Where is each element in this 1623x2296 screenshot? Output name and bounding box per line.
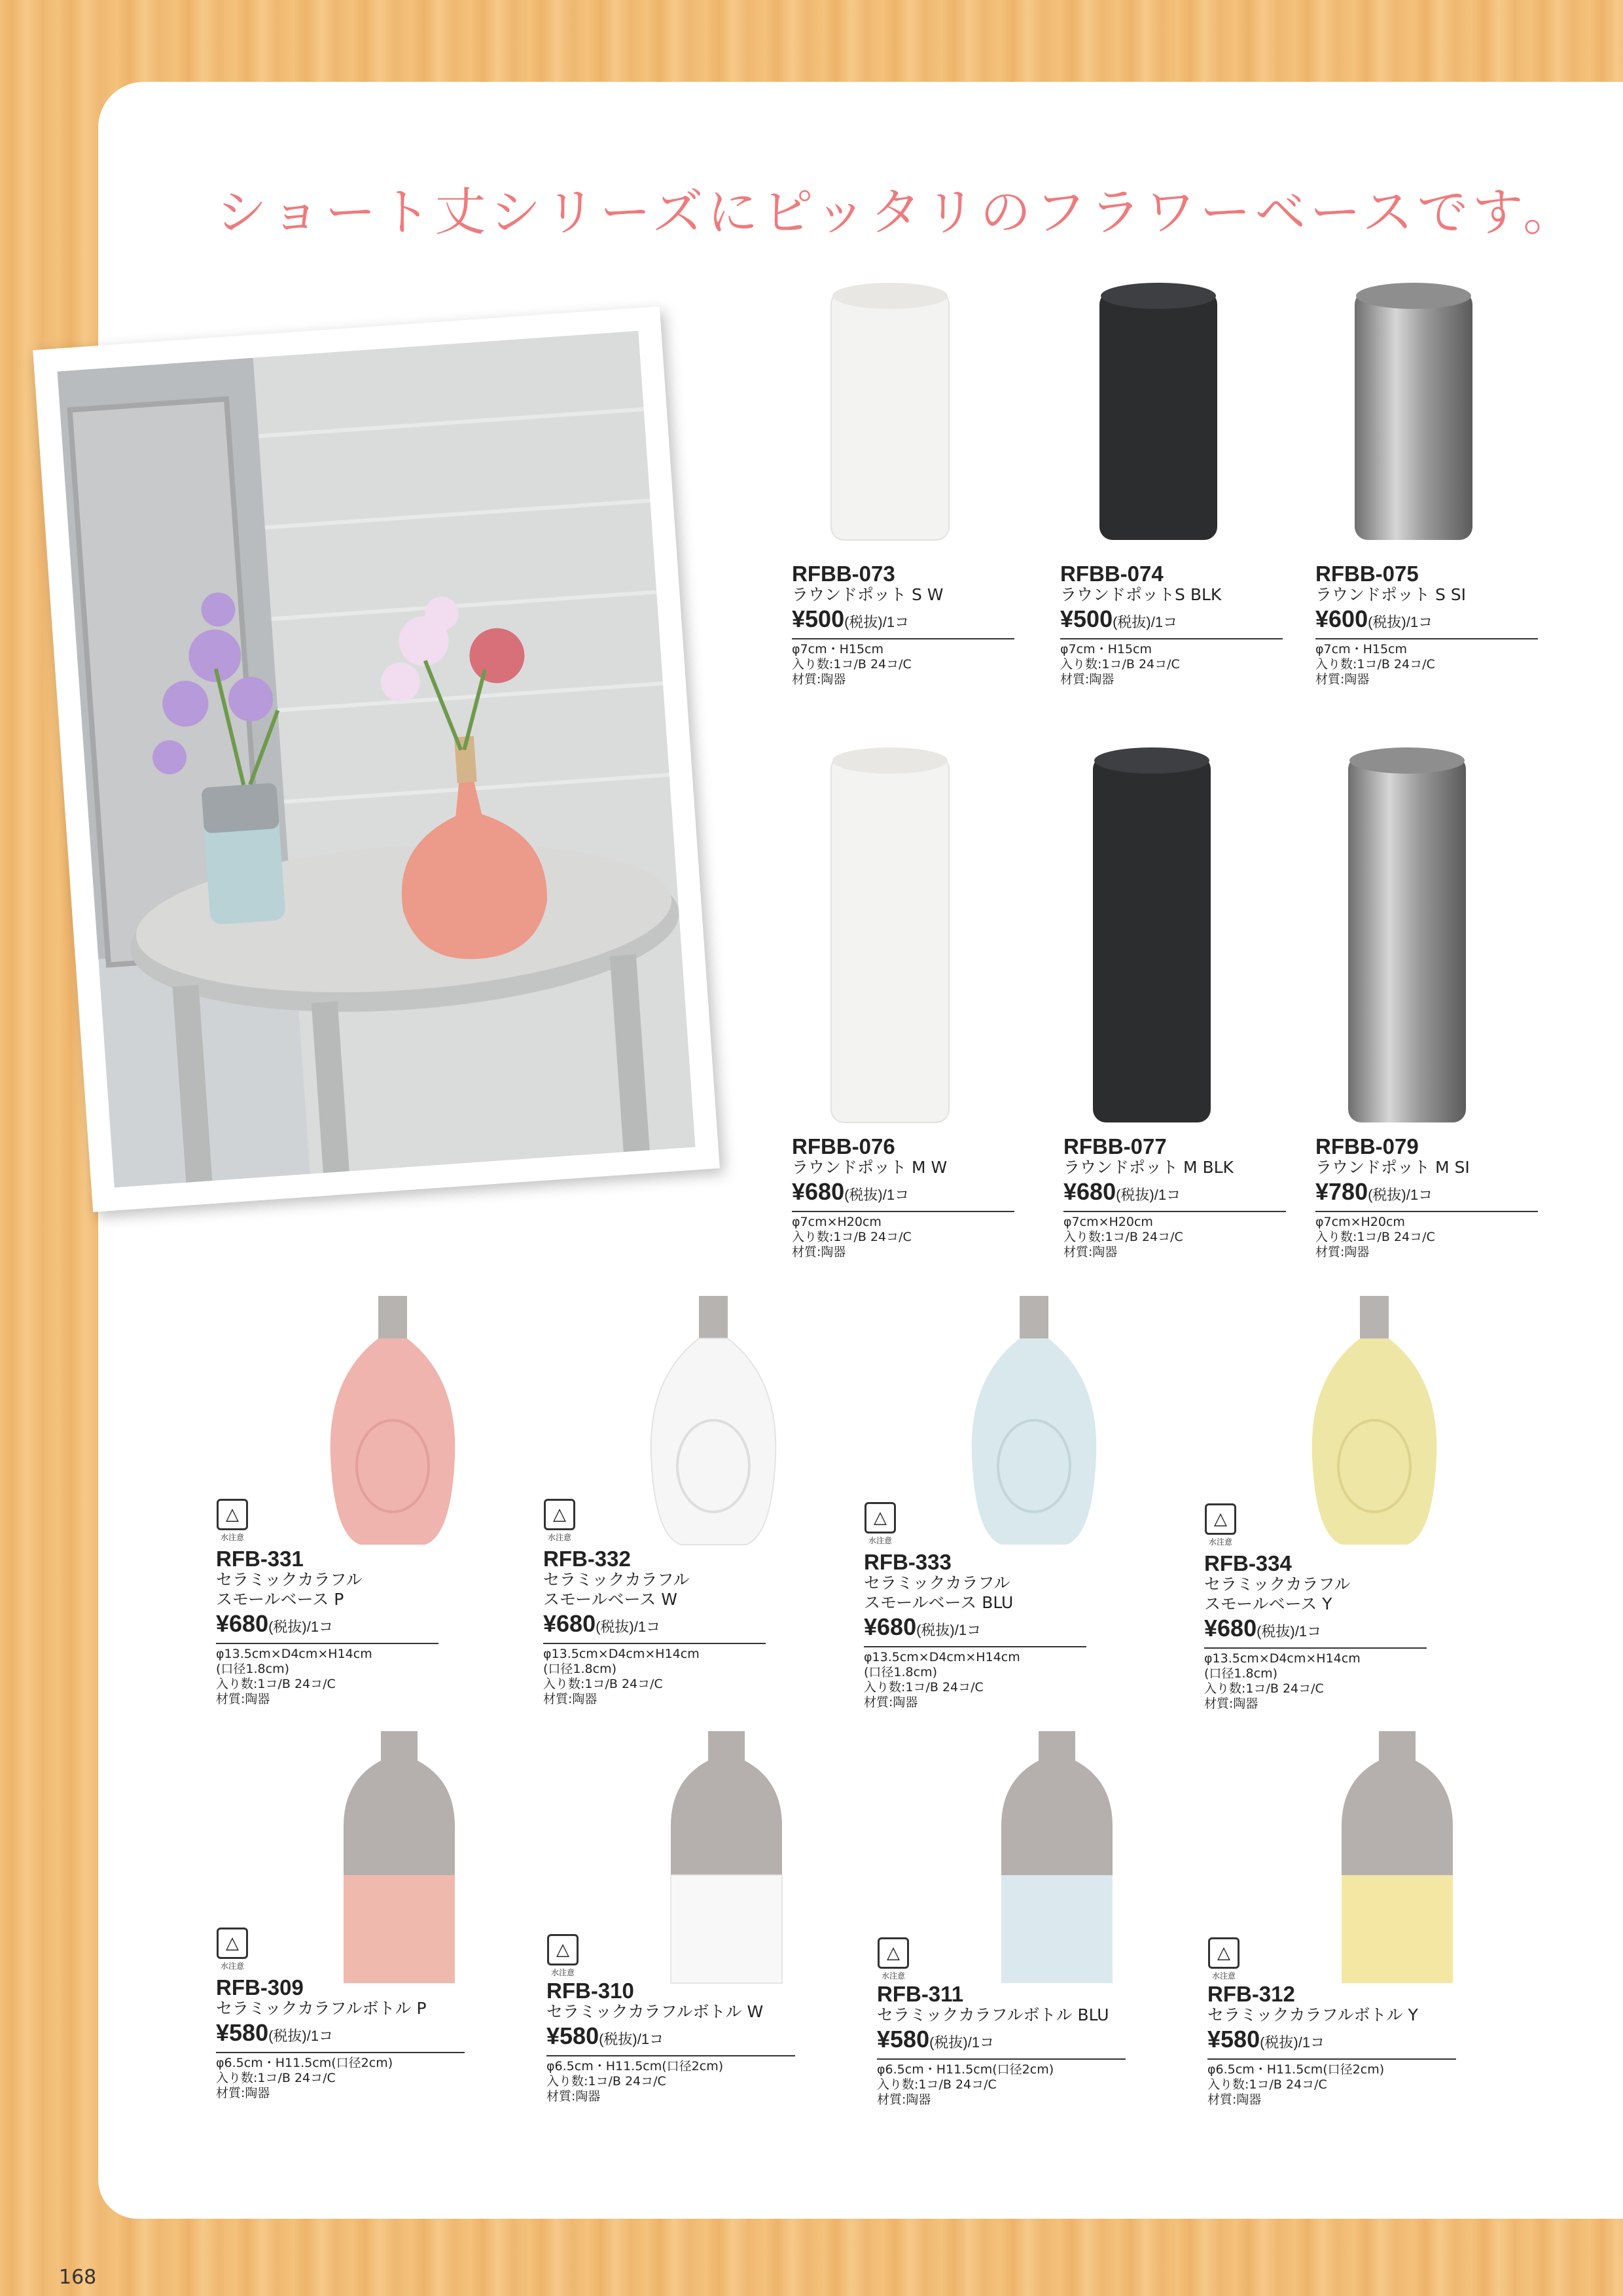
info-RFBB-073 <box>792 563 1014 687</box>
price-unit: /1コ <box>637 2031 664 2047</box>
product-price <box>1315 605 1538 639</box>
info-RFBB-079 <box>1315 1136 1538 1260</box>
page-headline: ショート丈シリーズにピッタリのフラワーベースです。 <box>216 183 1578 242</box>
product-spec: φ13.5cm×D4cm×H14cm <box>543 1647 700 1661</box>
price-unit: /1コ <box>1406 1187 1433 1203</box>
product-spec: 材質:陶器 <box>792 1245 846 1259</box>
product-code: RFB-309 <box>216 1975 304 2000</box>
product-spec: 材質:陶器 <box>543 1692 597 1706</box>
water-caution-icon <box>216 1928 249 1971</box>
price-value: ¥680 <box>1063 1178 1116 1205</box>
product-RFBB-079[interactable] <box>1302 746 1512 1126</box>
caution-label: 水注意 <box>547 1533 571 1542</box>
product-price <box>1063 1177 1286 1212</box>
product-spec: 入り数:1コ/B 24コ/C <box>1315 657 1435 672</box>
product-code: RFBB-076 <box>792 1134 895 1158</box>
product-spec: 材質:陶器 <box>1204 1696 1258 1711</box>
info-RFBB-077 <box>1063 1136 1286 1260</box>
product-spec: 材質:陶器 <box>792 672 846 687</box>
product-spec: (口径1.8cm) <box>1204 1666 1277 1681</box>
caution-label: 水注意 <box>1208 1537 1232 1547</box>
product-code: RFBB-073 <box>792 562 895 586</box>
product-spec: 入り数:1コ/B 24コ/C <box>543 1677 663 1691</box>
info-RFB-311 <box>877 1983 1126 2108</box>
info-RFB-312 <box>1207 1983 1456 2108</box>
product-spec: 材質:陶器 <box>1315 672 1370 687</box>
page-edge <box>1577 82 1623 2219</box>
product-RFB-309[interactable] <box>294 1728 504 1986</box>
product-spec: 材質:陶器 <box>216 2086 270 2100</box>
water-caution-icon <box>543 1499 576 1543</box>
price-value: ¥680 <box>216 1610 269 1637</box>
product-spec: φ7cm・H15cm <box>792 642 883 656</box>
price-tax: (税抜) <box>929 2034 968 2051</box>
info-RFBB-075 <box>1315 563 1538 687</box>
bottle-yellow-image <box>1338 1728 1456 1986</box>
product-RFB-310[interactable] <box>622 1728 831 1986</box>
product-spec: 入り数:1コ/B 24コ/C <box>1060 657 1180 672</box>
product-RFB-333[interactable] <box>929 1293 1139 1548</box>
product-spec: φ7cm×H20cm <box>1315 1215 1405 1229</box>
product-name: セラミックカラフル <box>216 1570 363 1589</box>
product-price <box>792 605 1014 639</box>
product-code: RFBB-079 <box>1315 1134 1419 1158</box>
price-unit: /1コ <box>1150 614 1178 630</box>
caution-label: 水注意 <box>881 1971 905 1981</box>
product-name: ラウンドポット S SI <box>1315 585 1467 604</box>
product-spec: 入り数:1コ/B 24コ/C <box>1204 1681 1324 1696</box>
product-name: セラミックカラフル <box>864 1573 1010 1592</box>
product-spec: 入り数:1コ/B 24コ/C <box>792 1230 912 1244</box>
product-price <box>1204 1614 1427 1649</box>
flat-vase-blue-image <box>962 1293 1106 1548</box>
product-spec: φ13.5cm×D4cm×H14cm <box>216 1647 372 1661</box>
product-spec: φ7cm・H15cm <box>1060 642 1152 656</box>
product-name: ラウンドポットS BLK <box>1060 585 1222 604</box>
product-spec: 入り数:1コ/B 24コ/C <box>1063 1230 1183 1244</box>
price-unit: /1コ <box>1154 1187 1181 1203</box>
vase-white-short-image <box>825 281 955 543</box>
product-spec: 材質:陶器 <box>1315 1245 1370 1259</box>
bottle-pink-image <box>340 1728 458 1986</box>
product-name: ラウンドポット S W <box>792 585 944 604</box>
product-price <box>1060 605 1283 639</box>
product-spec: φ6.5cm・H11.5cm(口径2cm) <box>216 2056 393 2070</box>
price-value: ¥580 <box>1207 2026 1260 2053</box>
product-name: ラウンドポット M BLK <box>1063 1158 1234 1177</box>
product-RFBB-077[interactable] <box>1047 746 1257 1126</box>
info-RFB-332 <box>543 1548 766 1707</box>
product-name-line2: スモールベース Y <box>1204 1594 1332 1613</box>
price-unit: /1コ <box>1294 1623 1322 1640</box>
price-tax: (税抜) <box>844 1187 883 1203</box>
product-price <box>1207 2025 1456 2060</box>
bottle-blue-image <box>998 1728 1116 1986</box>
water-drop-icon: △ <box>1208 1937 1240 1969</box>
vase-white-medium-image <box>825 746 955 1126</box>
info-RFB-309 <box>216 1977 465 2101</box>
vase-silver-short-image <box>1348 281 1479 543</box>
product-spec: 入り数:1コ/B 24コ/C <box>546 2074 666 2089</box>
price-value: ¥780 <box>1315 1178 1368 1205</box>
water-caution-icon <box>1204 1503 1237 1547</box>
price-value: ¥500 <box>1060 605 1113 632</box>
photo-scene <box>57 331 695 1187</box>
price-tax: (税抜) <box>916 1622 955 1638</box>
price-value: ¥680 <box>792 1178 845 1205</box>
product-name-line2: スモールベース P <box>216 1590 344 1609</box>
price-tax: (税抜) <box>844 614 883 630</box>
price-tax: (税抜) <box>596 1619 634 1635</box>
product-spec: φ6.5cm・H11.5cm(口径2cm) <box>546 2059 724 2073</box>
price-value: ¥580 <box>877 2026 930 2053</box>
product-RFBB-076[interactable] <box>785 746 995 1126</box>
price-tax: (税抜) <box>1113 614 1151 630</box>
product-RFB-332[interactable] <box>609 1293 818 1548</box>
product-spec: 材質:陶器 <box>1063 1245 1118 1259</box>
info-RFB-310 <box>546 1980 795 2104</box>
product-spec: φ6.5cm・H11.5cm(口径2cm) <box>877 2062 1054 2077</box>
product-RFB-331[interactable] <box>288 1293 497 1548</box>
water-caution-icon <box>546 1934 579 1978</box>
product-price <box>792 1177 1014 1212</box>
product-name: セラミックカラフル <box>1204 1575 1351 1594</box>
product-spec: 材質:陶器 <box>877 2092 931 2107</box>
product-spec: (口径1.8cm) <box>543 1662 616 1676</box>
price-unit: /1コ <box>967 2034 995 2051</box>
price-value: ¥680 <box>1204 1615 1257 1641</box>
price-tax: (税抜) <box>1116 1187 1154 1203</box>
product-code: RFB-311 <box>877 1982 964 2006</box>
price-tax: (税抜) <box>1368 614 1406 630</box>
product-RFBB-074[interactable] <box>1054 281 1263 543</box>
product-price <box>877 2025 1126 2060</box>
product-code: RFB-334 <box>1204 1551 1292 1575</box>
water-drop-icon: △ <box>547 1934 579 1965</box>
product-spec: 入り数:1コ/B 24コ/C <box>864 1680 984 1695</box>
caution-label: 水注意 <box>868 1536 892 1545</box>
price-unit: /1コ <box>1298 2034 1325 2051</box>
water-caution-icon <box>1207 1937 1240 1981</box>
product-name: セラミックカラフルボトル Y <box>1207 2005 1418 2024</box>
price-tax: (税抜) <box>1368 1187 1406 1203</box>
info-RFBB-074 <box>1060 563 1283 687</box>
price-unit: /1コ <box>633 1619 661 1635</box>
product-spec: 入り数:1コ/B 24コ/C <box>1315 1230 1435 1244</box>
page-number: 168 <box>59 2266 97 2289</box>
product-code: RFB-310 <box>546 1979 634 2003</box>
caution-label: 水注意 <box>1211 1971 1236 1981</box>
product-code: RFB-332 <box>543 1547 631 1571</box>
price-unit: /1コ <box>882 1187 910 1203</box>
vase-black-short-image <box>1093 281 1224 543</box>
price-tax: (税抜) <box>268 2028 307 2044</box>
lifestyle-photo <box>33 306 720 1212</box>
product-spec: 入り数:1コ/B 24コ/C <box>792 657 912 672</box>
product-code: RFBB-077 <box>1063 1134 1167 1158</box>
product-spec: φ13.5cm×D4cm×H14cm <box>864 1650 1020 1664</box>
price-tax: (税抜) <box>599 2031 637 2047</box>
product-price <box>1315 1177 1538 1212</box>
product-name-line2: スモールベース W <box>543 1590 677 1609</box>
product-name: セラミックカラフルボトル W <box>546 2002 764 2021</box>
product-spec: 入り数:1コ/B 24コ/C <box>877 2077 997 2092</box>
price-tax: (税抜) <box>268 1619 307 1635</box>
product-name: ラウンドポット M SI <box>1315 1158 1470 1177</box>
product-spec: 材質:陶器 <box>1207 2092 1262 2107</box>
product-RFB-334[interactable] <box>1270 1293 1479 1548</box>
product-spec: 材質:陶器 <box>216 1692 270 1706</box>
product-name: セラミックカラフルボトル BLU <box>877 2005 1109 2024</box>
water-caution-icon <box>216 1499 249 1543</box>
product-name: セラミックカラフルボトル P <box>216 1999 427 2018</box>
price-unit: /1コ <box>306 1619 334 1635</box>
bottle-white-image <box>668 1728 785 1986</box>
flat-vase-yellow-image <box>1302 1293 1446 1548</box>
price-tax: (税抜) <box>1257 1623 1295 1640</box>
info-RFB-334 <box>1204 1552 1427 1712</box>
price-value: ¥580 <box>216 2019 269 2046</box>
product-name: セラミックカラフル <box>543 1570 690 1589</box>
product-spec: 材質:陶器 <box>864 1695 918 1710</box>
product-spec: 入り数:1コ/B 24コ/C <box>216 1677 336 1691</box>
product-spec: 材質:陶器 <box>546 2089 601 2104</box>
price-tax: (税抜) <box>1260 2034 1298 2051</box>
product-spec: φ7cm・H15cm <box>1315 642 1407 656</box>
product-spec: φ13.5cm×D4cm×H14cm <box>1204 1651 1361 1666</box>
product-spec: 入り数:1コ/B 24コ/C <box>216 2071 336 2085</box>
price-value: ¥580 <box>546 2022 599 2049</box>
water-drop-icon: △ <box>878 1937 909 1969</box>
product-spec: (口径1.8cm) <box>216 1662 289 1676</box>
water-drop-icon: △ <box>217 1928 248 1959</box>
info-RFB-333 <box>864 1551 1086 1710</box>
product-code: RFB-333 <box>864 1550 952 1574</box>
product-RFBB-075[interactable] <box>1309 281 1518 543</box>
vase-black-medium-image <box>1086 746 1217 1126</box>
info-RFBB-076 <box>792 1136 1014 1260</box>
product-code: RFB-331 <box>216 1547 304 1571</box>
product-price <box>543 1609 766 1644</box>
price-value: ¥680 <box>864 1613 917 1640</box>
product-code: RFB-312 <box>1207 1982 1295 2006</box>
product-RFB-312[interactable] <box>1293 1728 1502 1986</box>
product-spec: (口径1.8cm) <box>864 1665 937 1679</box>
water-drop-icon: △ <box>217 1499 248 1530</box>
price-value: ¥500 <box>792 605 845 632</box>
product-code: RFBB-074 <box>1060 562 1164 586</box>
water-drop-icon: △ <box>865 1502 896 1534</box>
caution-label: 水注意 <box>220 1533 244 1542</box>
product-spec: 材質:陶器 <box>1060 672 1115 687</box>
product-spec: φ7cm×H20cm <box>1063 1215 1153 1229</box>
price-unit: /1コ <box>882 614 910 630</box>
water-caution-icon <box>864 1502 897 1546</box>
product-RFB-311[interactable] <box>952 1728 1162 1986</box>
price-value: ¥600 <box>1315 605 1368 632</box>
price-value: ¥680 <box>543 1610 596 1637</box>
caution-label: 水注意 <box>220 1962 244 1971</box>
water-caution-icon <box>877 1937 910 1981</box>
flat-vase-white-image <box>641 1293 785 1548</box>
info-RFB-331 <box>216 1548 438 1707</box>
product-price <box>864 1613 1086 1647</box>
product-name: ラウンドポット M W <box>792 1158 948 1177</box>
product-spec: φ7cm×H20cm <box>792 1215 882 1229</box>
caution-label: 水注意 <box>550 1968 575 1977</box>
product-price <box>216 1609 438 1644</box>
product-price <box>216 2018 465 2053</box>
product-spec: φ6.5cm・H11.5cm(口径2cm) <box>1207 2062 1385 2077</box>
product-spec: 入り数:1コ/B 24コ/C <box>1207 2077 1327 2092</box>
flat-vase-pink-image <box>321 1293 465 1548</box>
product-RFBB-073[interactable] <box>785 281 995 543</box>
product-name-line2: スモールベース BLU <box>864 1593 1014 1612</box>
product-price <box>546 2022 795 2056</box>
price-unit: /1コ <box>306 2028 334 2044</box>
water-drop-icon: △ <box>1205 1503 1236 1535</box>
vase-silver-medium-image <box>1342 746 1472 1126</box>
water-drop-icon: △ <box>544 1499 575 1530</box>
price-unit: /1コ <box>954 1622 982 1638</box>
product-code: RFBB-075 <box>1315 562 1419 586</box>
price-unit: /1コ <box>1406 614 1433 630</box>
